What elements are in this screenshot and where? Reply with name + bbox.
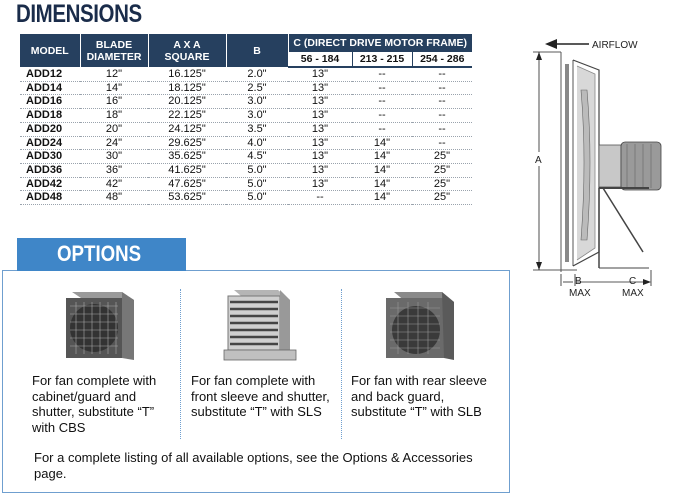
header-axa-line1: A X A (173, 38, 201, 51)
header-c-motor-frame: C (DIRECT DRIVE MOTOR FRAME) (288, 34, 472, 52)
cell-model: ADD18 (20, 109, 80, 123)
cell-blade: 30" (80, 150, 148, 164)
cell-b: 3.0" (226, 109, 288, 123)
cell-c3: -- (412, 122, 472, 136)
cell-c3: -- (412, 109, 472, 123)
cell-b: 5.0" (226, 177, 288, 191)
dim-c-label: C (629, 276, 637, 287)
table-row (20, 95, 472, 109)
cell-b: 2.5" (226, 81, 288, 95)
cell-blade: 24" (80, 136, 148, 150)
header-c-sub-3: 254 - 286 (412, 52, 472, 67)
cell-c3: -- (412, 81, 472, 95)
cell-model: ADD36 (20, 163, 80, 177)
cell-model: ADD20 (20, 122, 80, 136)
dim-b-label: B (575, 276, 582, 287)
header-axa-square (148, 34, 226, 67)
cell-c2: -- (352, 109, 412, 123)
cell-model: ADD42 (20, 177, 80, 191)
cell-blade: 18" (80, 109, 148, 123)
airflow-arrow-icon (545, 39, 589, 49)
airflow-label: AIRFLOW (592, 40, 638, 51)
cell-c2: 14" (352, 177, 412, 191)
fan-frame-drawing (561, 52, 661, 272)
option-1-text: For fan complete with cabinet/guard and shutter, substitute “T” with CBS (32, 373, 157, 435)
header-c-sub-1: 56 - 184 (288, 52, 352, 67)
header-blade-diameter (80, 34, 148, 67)
cell-axa: 22.125" (148, 109, 226, 123)
cell-c1: 13" (288, 109, 352, 123)
table-row (20, 177, 472, 191)
cell-blade: 16" (80, 95, 148, 109)
cell-c1: 13" (288, 136, 352, 150)
header-blade-line1: BLADE (95, 38, 133, 51)
fan-side-diagram (517, 30, 673, 305)
cell-b: 3.5" (226, 122, 288, 136)
options-heading: OPTIONS (57, 241, 142, 266)
cell-model: ADD24 (20, 136, 80, 150)
cell-b: 5.0" (226, 191, 288, 205)
cell-blade: 20" (80, 122, 148, 136)
cell-axa: 41.625" (148, 163, 226, 177)
table-row (20, 67, 472, 81)
cell-axa: 53.625" (148, 191, 226, 205)
cell-c3: -- (412, 95, 472, 109)
fan-rear-sleeve-image (380, 288, 462, 366)
option-3-text: For fan with rear sleeve and back guard, substitute “T” with SLB (351, 373, 487, 419)
cell-c3: 25" (412, 150, 472, 164)
table-row (20, 150, 472, 164)
cell-c1: 13" (288, 122, 352, 136)
cell-c2: -- (352, 95, 412, 109)
table-row (20, 122, 472, 136)
option-2-text: For fan complete with front sleeve and shutter, substitute “T” with SLS (191, 373, 330, 419)
cell-c2: -- (352, 81, 412, 95)
cell-b: 5.0" (226, 163, 288, 177)
dimensions-table-body (20, 67, 472, 205)
cell-c1: 13" (288, 81, 352, 95)
cell-model: ADD14 (20, 81, 80, 95)
cell-c1: 13" (288, 150, 352, 164)
cell-axa: 20.125" (148, 95, 226, 109)
cell-model: ADD48 (20, 191, 80, 205)
cell-c2: -- (352, 122, 412, 136)
cell-model: ADD30 (20, 150, 80, 164)
cell-c3: 25" (412, 177, 472, 191)
cell-c3: -- (412, 67, 472, 81)
cell-c2: 14" (352, 163, 412, 177)
table-row (20, 81, 472, 95)
table-row (20, 136, 472, 150)
fan-cabinet-image (62, 288, 138, 364)
cell-model: ADD16 (20, 95, 80, 109)
cell-axa: 29.625" (148, 136, 226, 150)
cell-c1: 13" (288, 163, 352, 177)
cell-c1: 13" (288, 95, 352, 109)
cell-c3: 25" (412, 163, 472, 177)
cell-blade: 36" (80, 163, 148, 177)
cell-axa: 18.125" (148, 81, 226, 95)
dim-c-max-label: MAX (622, 288, 644, 299)
cell-model: ADD12 (20, 67, 80, 81)
header-axa-line2: SQUARE (164, 50, 210, 63)
cell-blade: 48" (80, 191, 148, 205)
cell-axa: 16.125" (148, 67, 226, 81)
cell-c3: -- (412, 136, 472, 150)
cell-c2: -- (352, 67, 412, 81)
options-footer-note: For a complete listing of all available options, see the Options & Accessories page. (34, 450, 473, 481)
table-row (20, 191, 472, 205)
header-c-sub-2: 213 - 215 (352, 52, 412, 67)
cell-c2: 14" (352, 136, 412, 150)
cell-c1: 13" (288, 67, 352, 81)
options-heading-tab (17, 238, 186, 271)
cell-c3: 25" (412, 191, 472, 205)
cell-blade: 12" (80, 67, 148, 81)
fan-sleeve-shutter-image (222, 286, 302, 366)
cell-blade: 42" (80, 177, 148, 191)
cell-axa: 47.625" (148, 177, 226, 191)
cell-c2: 14" (352, 150, 412, 164)
dimensions-table (20, 34, 472, 205)
cell-axa: 24.125" (148, 122, 226, 136)
cell-c1: 13" (288, 177, 352, 191)
cell-b: 2.0" (226, 67, 288, 81)
cell-c1: -- (288, 191, 352, 205)
page-title: DIMENSIONS (16, 0, 142, 28)
cell-b: 3.0" (226, 95, 288, 109)
header-model: MODEL (20, 34, 80, 67)
dim-a-label: A (535, 155, 542, 166)
table-row (20, 163, 472, 177)
header-blade-line2: DIAMETER (86, 50, 142, 63)
cell-blade: 14" (80, 81, 148, 95)
options-divider (341, 289, 342, 439)
cell-b: 4.5" (226, 150, 288, 164)
cell-axa: 35.625" (148, 150, 226, 164)
table-row (20, 109, 472, 123)
dim-b-max-label: MAX (569, 288, 591, 299)
header-b: B (226, 34, 288, 67)
cell-c2: 14" (352, 191, 412, 205)
options-divider (180, 289, 181, 439)
cell-b: 4.0" (226, 136, 288, 150)
